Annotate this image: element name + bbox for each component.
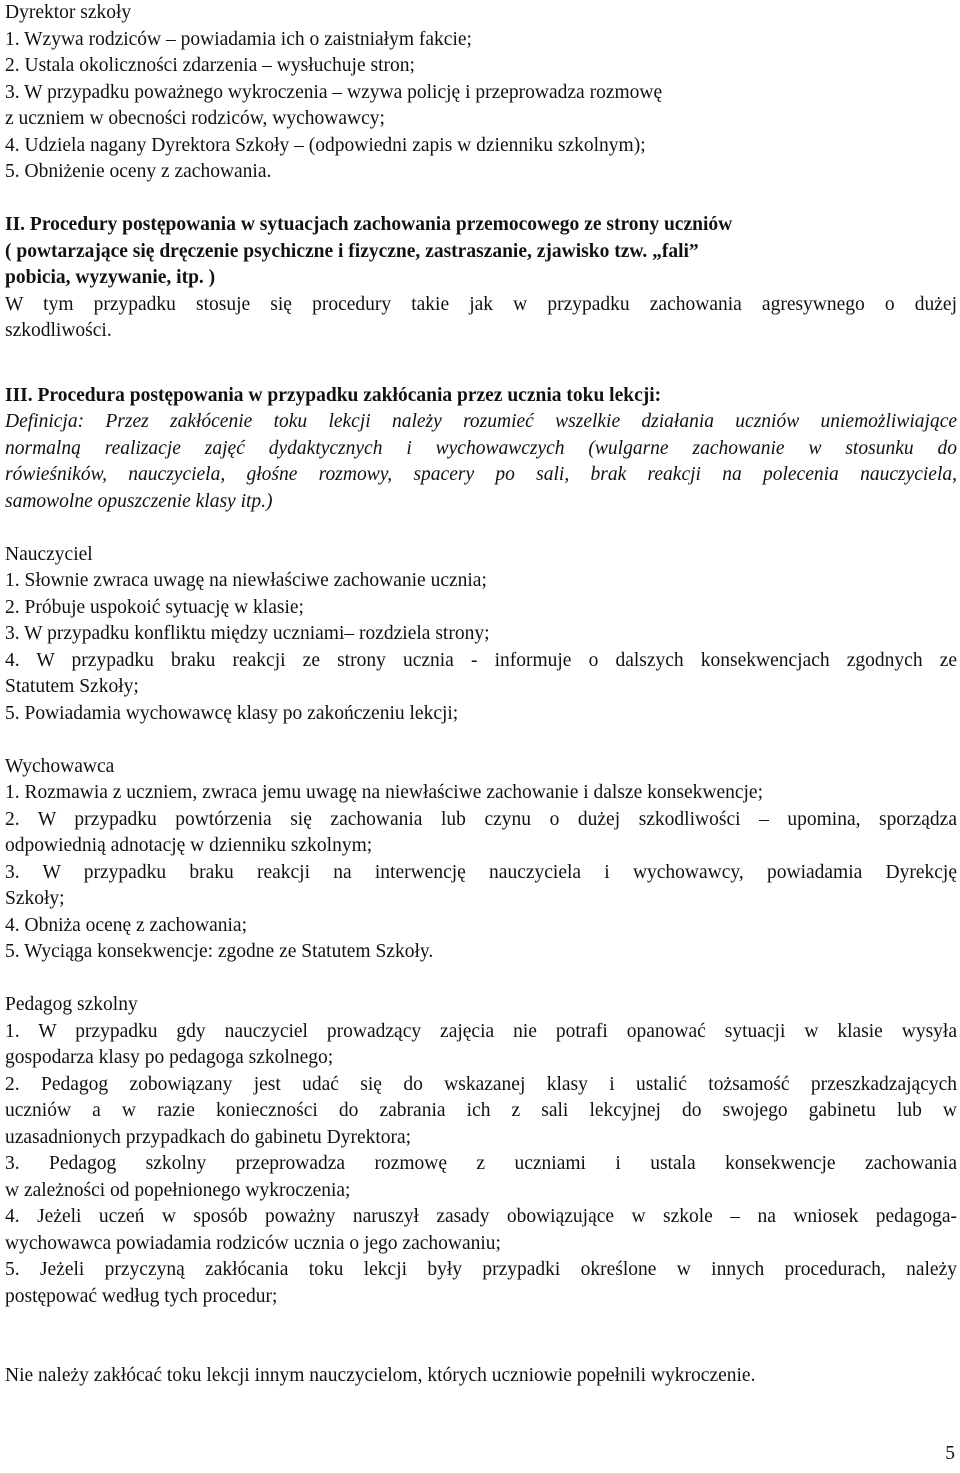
section-3-title: III. Procedura postępowania w przypadku zakłócania przez ucznia toku lekcji:	[5, 384, 662, 406]
section-3	[5, 383, 957, 516]
list-item: gospodarza klasy po pedagoga szkolnego;	[5, 1047, 334, 1068]
director-heading: Dyrektor szkoły	[5, 2, 132, 23]
definition-line: rówieśników, nauczyciela, głośne rozmowy, spacery po sali, brak reakcji na polecenia nauczyciela,	[5, 464, 957, 485]
list-item: 3. Pedagog szkolny przeprowadza rozmowę z uczniami i ustala konsekwencje zachowania	[5, 1153, 957, 1174]
section-2-title: ( powtarzające się dręczenie psychiczne i fizyczne, zastraszanie, zjawisko tzw. „fali”	[5, 240, 699, 262]
list-item: Szkoły;	[5, 888, 65, 909]
page-number: 5	[945, 1443, 955, 1464]
document-page	[5, 0, 957, 1390]
list-item: 3. W przypadku braku reakcji na interwencję nauczyciela i wychowawcy, powiadamia Dyrekcję	[5, 861, 957, 883]
list-item: 5. Jeżeli przyczyną zakłócania toku lekcji były przypadki określone w innych procedurach, należy	[5, 1259, 957, 1280]
section-2-body: szkodliwości.	[5, 320, 112, 341]
list-item: 5. Wyciąga konsekwencje: zgodne ze Statutem Szkoły.	[5, 941, 434, 962]
list-item: 4. Obniża ocenę z zachowania;	[5, 914, 247, 936]
closing-note: Nie należy zakłócać toku lekcji innym nauczycielom, których uczniowie popełnili wykroczenie.	[5, 1365, 756, 1386]
list-item: 3. W przypadku konfliktu między uczniami– rozdziela strony;	[5, 623, 490, 644]
list-item: uzasadnionych przypadkach do gabinetu Dyrektora;	[5, 1126, 412, 1148]
list-item: wychowawca powiadamia rodziców ucznia o jego zachowaniu;	[5, 1232, 501, 1254]
list-item: 2. Próbuje uspokoić sytuację w klasie;	[5, 596, 304, 618]
tutor-section	[5, 754, 957, 966]
list-item: postępować według tych procedur;	[5, 1285, 278, 1307]
list-item: 1. Rozmawia z uczniem, zwraca jemu uwagę na niewłaściwe zachowanie i dalsze konsekwencje;	[5, 782, 763, 803]
list-item: 4. Udziela nagany Dyrektora Szkoły – (odpowiedni zapis w dzienniku szkolnym);	[5, 134, 646, 156]
definition-line: normalną realizacje zajęć dydaktycznych i wychowawczych (wulgarne zachowanie w stosunku do	[5, 437, 957, 459]
section-2-body: W tym przypadku stosuje się procedury takie jak w przypadku zachowania agresywnego o dużej	[5, 293, 957, 315]
director-section	[5, 0, 957, 186]
list-item: 1. Słownie zwraca uwagę na niewłaściwe zachowanie ucznia;	[5, 570, 487, 591]
section-2	[5, 212, 957, 345]
teacher-heading: Nauczyciel	[5, 543, 93, 565]
list-item: z uczniem w obecności rodziców, wychowawcy;	[5, 108, 385, 129]
list-item: 3. W przypadku poważnego wykroczenia – wzywa policję i przeprowadza rozmowę	[5, 81, 663, 103]
list-item: 4. W przypadku braku reakcji ze strony ucznia - informuje o dalszych konsekwencjach zgodnych ze	[5, 649, 957, 671]
teacher-section	[5, 542, 957, 728]
list-item: w zależności od popełnionego wykroczenia;	[5, 1179, 351, 1201]
list-item: odpowiednią adnotację w dzienniku szkolnym;	[5, 835, 373, 856]
definition-line: samowolne opuszczenie klasy itp.)	[5, 490, 273, 512]
list-item: 2. Pedagog zobowiązany jest udać się do wskazanej klasy i ustalić tożsamość przeszkadzających	[5, 1073, 957, 1095]
list-item: 4. Jeżeli uczeń w sposób poważny naruszył zasady obowiązujące w szkole – na wniosek pedagoga-	[5, 1206, 957, 1227]
list-item: Statutem Szkoły;	[5, 676, 139, 697]
list-item: 2. W przypadku powtórzenia się zachowania lub czynu o dużej szkodliwości – upomina, sporządza	[5, 808, 957, 830]
list-item: 1. Wzywa rodziców – powiadamia ich o zaistniałym fakcie;	[5, 28, 472, 50]
list-item: 2. Ustala okoliczności zdarzenia – wysłuchuje stron;	[5, 55, 415, 76]
tutor-heading: Wychowawca	[5, 755, 115, 777]
definition-line: Definicja: Przez zakłócenie toku lekcji należy rozumieć wszelkie działania uczniów uniemożliwiające	[5, 411, 957, 432]
list-item: 5. Obniżenie oceny z zachowania.	[5, 161, 272, 182]
list-item: 1. W przypadku gdy nauczyciel prowadzący zajęcia nie potrafi opanować sytuacji w klasie wysyła	[5, 1020, 957, 1042]
pedagogue-section	[5, 992, 957, 1310]
list-item: 5. Powiadamia wychowawcę klasy po zakończeniu lekcji;	[5, 702, 459, 724]
pedagogue-heading: Pedagog szkolny	[5, 994, 138, 1015]
section-2-title: II. Procedury postępowania w sytuacjach zachowania przemocowego ze strony uczniów	[5, 214, 733, 235]
section-2-title: pobicia, wyzywanie, itp. )	[5, 267, 216, 288]
list-item: uczniów a w razie konieczności do zabrania ich z sali lekcyjnej do swojego gabinetu lub w	[5, 1100, 957, 1121]
